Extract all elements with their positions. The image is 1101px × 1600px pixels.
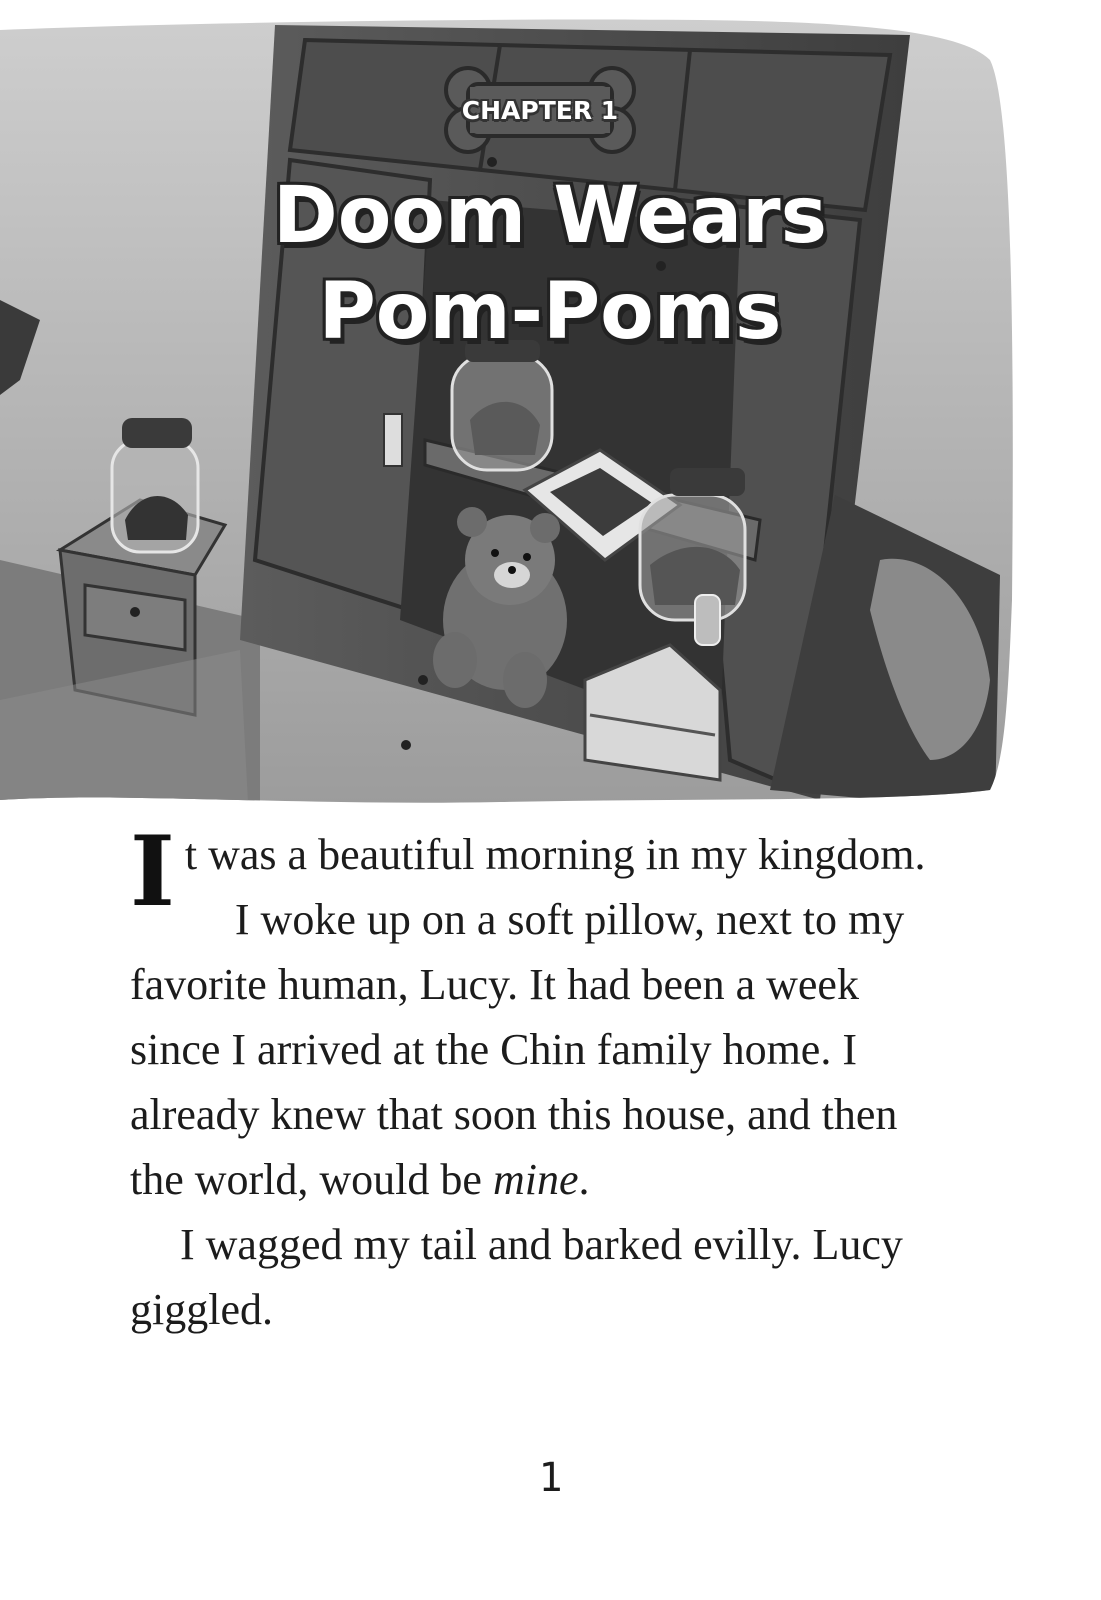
paragraph-2-end: . — [578, 1155, 590, 1204]
chapter-title-line-1: Doom Wears — [272, 171, 828, 261]
paragraph-3 — [130, 1212, 950, 1342]
paragraph-1-text: t was a beautiful morning in my kingdom. — [184, 830, 926, 879]
paragraph-1 — [130, 815, 950, 928]
drop-cap: I — [130, 815, 175, 928]
paragraph-3-text: I wagged my tail and barked evilly. Lucy giggled. — [130, 1220, 903, 1334]
chapter-label: CHAPTER 1 — [461, 95, 619, 125]
chapter-title-line-2: Pom-Poms — [318, 267, 782, 357]
paragraph-2 — [130, 887, 950, 1212]
chapter-badge — [440, 64, 640, 156]
page-number: 1 — [538, 1455, 563, 1501]
chapter-body — [130, 815, 950, 1342]
chapter-title — [150, 168, 950, 360]
paragraph-2-text: I woke up on a soft pillow, next to my favorite human, Lucy. It had been a week since I arrived at the Chin family home. I already knew that soon this house, and then the world, would be — [130, 895, 905, 1204]
paragraph-2-emphasis: mine — [492, 1155, 579, 1204]
